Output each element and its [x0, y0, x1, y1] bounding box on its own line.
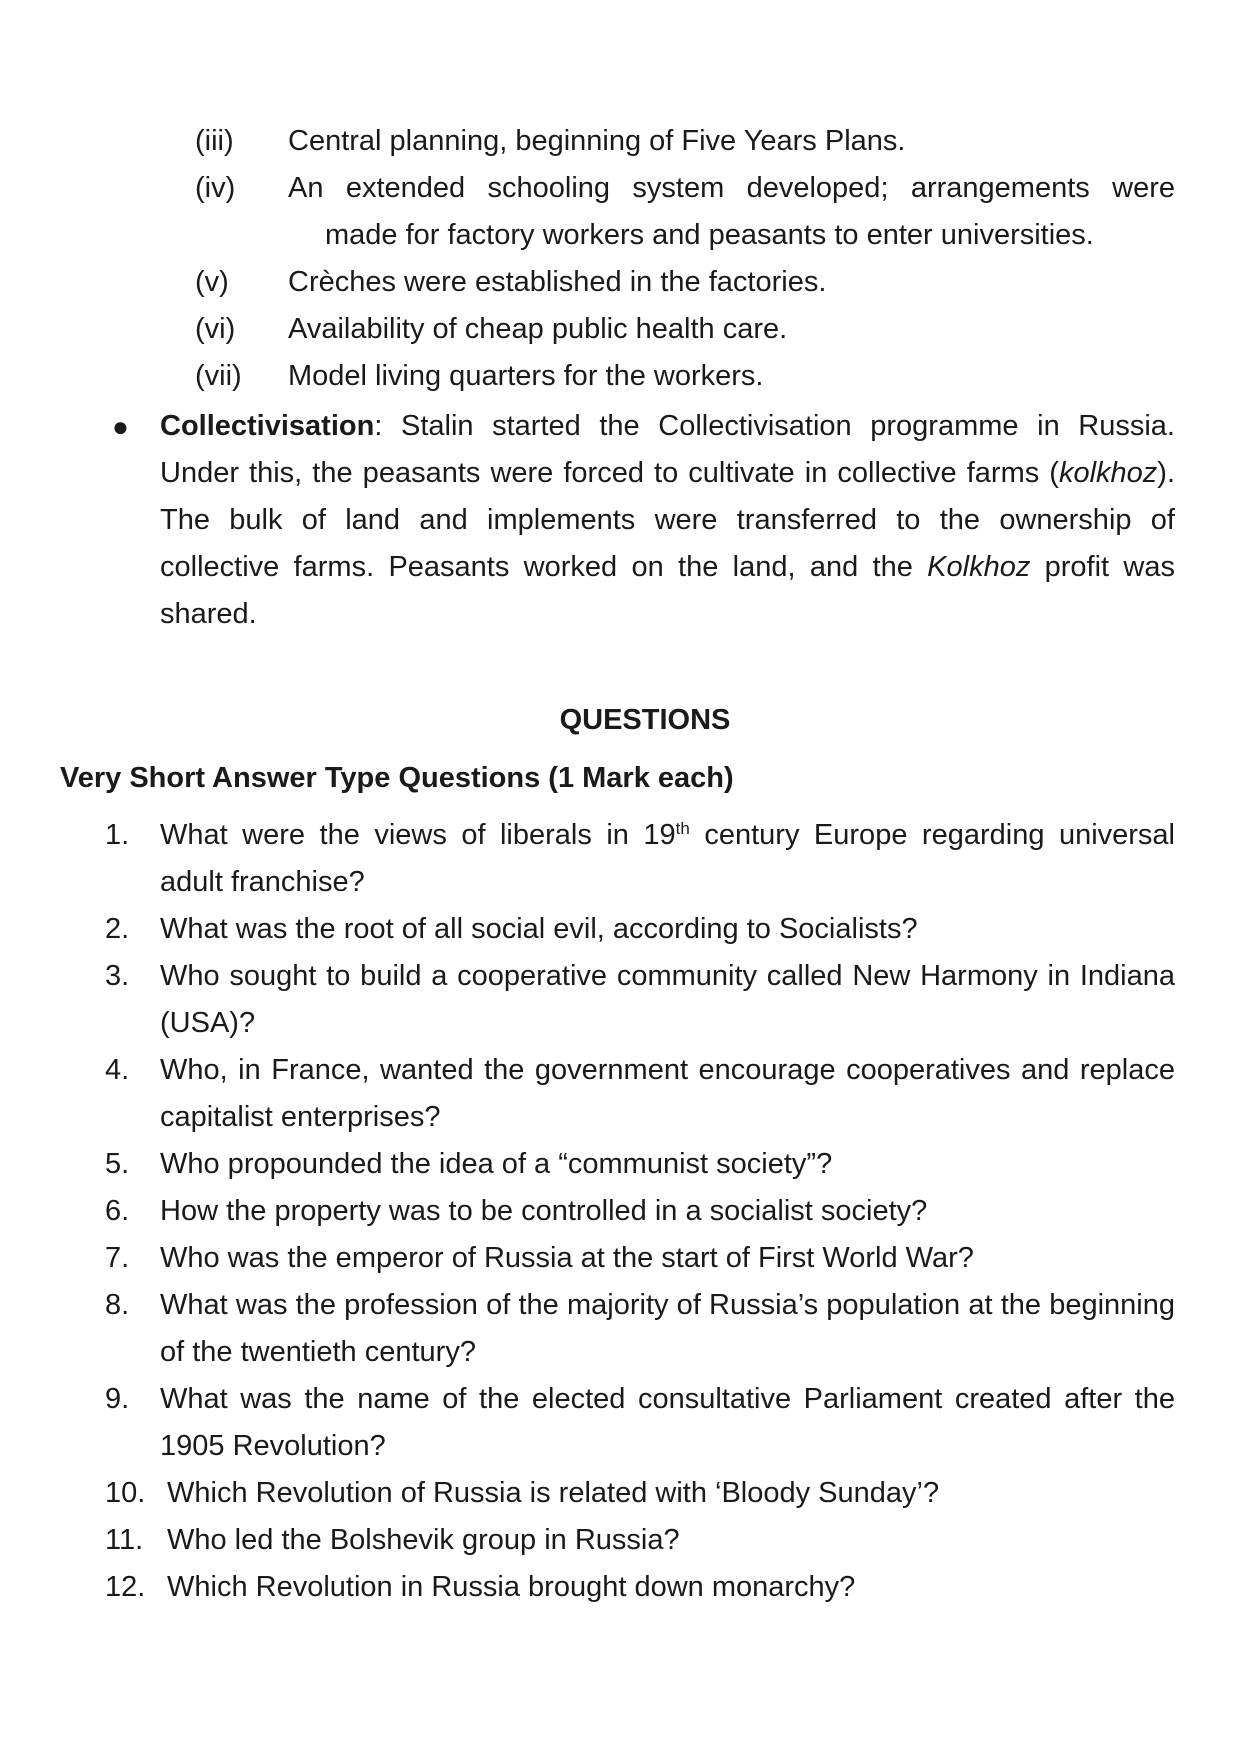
question-number: 4.: [105, 1054, 130, 1086]
superscript: th: [675, 819, 690, 838]
question-text: Who propounded the idea of a “communist society”?: [160, 1148, 833, 1180]
collectivisation-paragraph: [160, 403, 1175, 638]
question-number: 2.: [105, 913, 130, 945]
question-item: [105, 1470, 1175, 1517]
paragraph-text-part: ). The bulk of land and implements were transferred to the ownership of collective farms. Peasants worked on the land, and the: [160, 457, 1175, 583]
roman-item-text: An extended schooling system developed; arrangements were: [288, 172, 1175, 204]
question-number: 3.: [105, 960, 130, 992]
question-list: [105, 812, 1175, 1611]
question-text: Which Revolution of Russia is related with ‘Bloody Sunday’?: [167, 1477, 940, 1509]
section-title: QUESTIONS: [559, 704, 731, 736]
question-item: [105, 906, 1175, 953]
roman-numeral: (vi): [195, 313, 236, 345]
question-text: [160, 812, 1175, 906]
question-item: [105, 1517, 1175, 1564]
question-item: [105, 1047, 1175, 1141]
question-number: 11.: [105, 1524, 144, 1556]
question-item: [105, 1376, 1175, 1470]
kolkhoz-term: kolkhoz: [1058, 457, 1158, 489]
question-number: 12.: [105, 1571, 146, 1603]
paragraph-text-part: : Stalin started the Collectivisation programme in Russia. Under this, the peasants were forced to cultivate in collective farms (: [160, 410, 1175, 489]
question-item: [105, 1564, 1175, 1611]
question-number: 5.: [105, 1148, 130, 1180]
question-text: What was the root of all social evil, according to Socialists?: [160, 913, 918, 945]
question-text: Who was the emperor of Russia at the start of First World War?: [160, 1242, 974, 1274]
question-text: What was the name of the elected consultative Parliament created after the 1905 Revolution?: [160, 1383, 1175, 1462]
roman-numeral: (v): [195, 266, 229, 298]
question-text: Who led the Bolshevik group in Russia?: [167, 1524, 680, 1556]
roman-numeral: (iii): [195, 125, 234, 157]
question-number: 6.: [105, 1195, 130, 1227]
roman-list-item: [195, 306, 1175, 353]
collectivisation-term: Collectivisation: [160, 410, 375, 442]
question-number: 8.: [105, 1289, 130, 1321]
question-number: 9.: [105, 1383, 130, 1415]
question-text: Who, in France, wanted the government encourage cooperatives and replace capitalist enterprises?: [160, 1054, 1175, 1133]
subsection-title: Very Short Answer Type Questions (1 Mark each): [60, 762, 734, 794]
question-item: [105, 1141, 1175, 1188]
kolkhoz-term: Kolkhoz: [927, 551, 1031, 583]
roman-item-text: Model living quarters for the workers.: [288, 360, 764, 392]
question-number: 1.: [105, 819, 130, 851]
question-item: [105, 812, 1175, 906]
question-text: What was the profession of the majority of Russia’s population at the beginning of the twentieth century?: [160, 1289, 1175, 1368]
question-item: [105, 1282, 1175, 1376]
paragraph-text-part: profit was shared.: [160, 551, 1175, 630]
question-text: Which Revolution in Russia brought down monarchy?: [167, 1571, 856, 1603]
roman-item-text: Central planning, beginning of Five Years Plans.: [288, 125, 906, 157]
question-text-part: century Europe regarding universal adult franchise?: [160, 819, 1176, 898]
roman-numeral: (iv): [195, 172, 236, 204]
roman-numeral: (vii): [195, 360, 242, 392]
bullet-dot-icon: ●: [112, 411, 129, 442]
roman-list-item: [195, 353, 1175, 400]
question-item: [105, 1235, 1175, 1282]
question-item: [105, 953, 1175, 1047]
question-number: 7.: [105, 1242, 130, 1274]
question-item: [105, 1188, 1175, 1235]
question-text: How the property was to be controlled in a socialist society?: [160, 1195, 928, 1227]
question-text-part: What were the views of liberals in 19: [160, 819, 676, 851]
roman-list-item: [195, 259, 1175, 306]
roman-item-text: Crèches were established in the factories.: [288, 266, 827, 298]
roman-item-continuation: made for factory workers and peasants to enter universities.: [325, 219, 1094, 251]
roman-numeral-list: [195, 118, 1175, 400]
roman-item-text: Availability of cheap public health care.: [288, 313, 788, 345]
roman-list-item: [195, 118, 1175, 165]
question-number: 10.: [105, 1477, 146, 1509]
collectivisation-bullet: [112, 403, 1175, 638]
question-text: Who sought to build a cooperative community called New Harmony in Indiana (USA)?: [160, 960, 1175, 1039]
roman-list-item: [195, 165, 1175, 212]
